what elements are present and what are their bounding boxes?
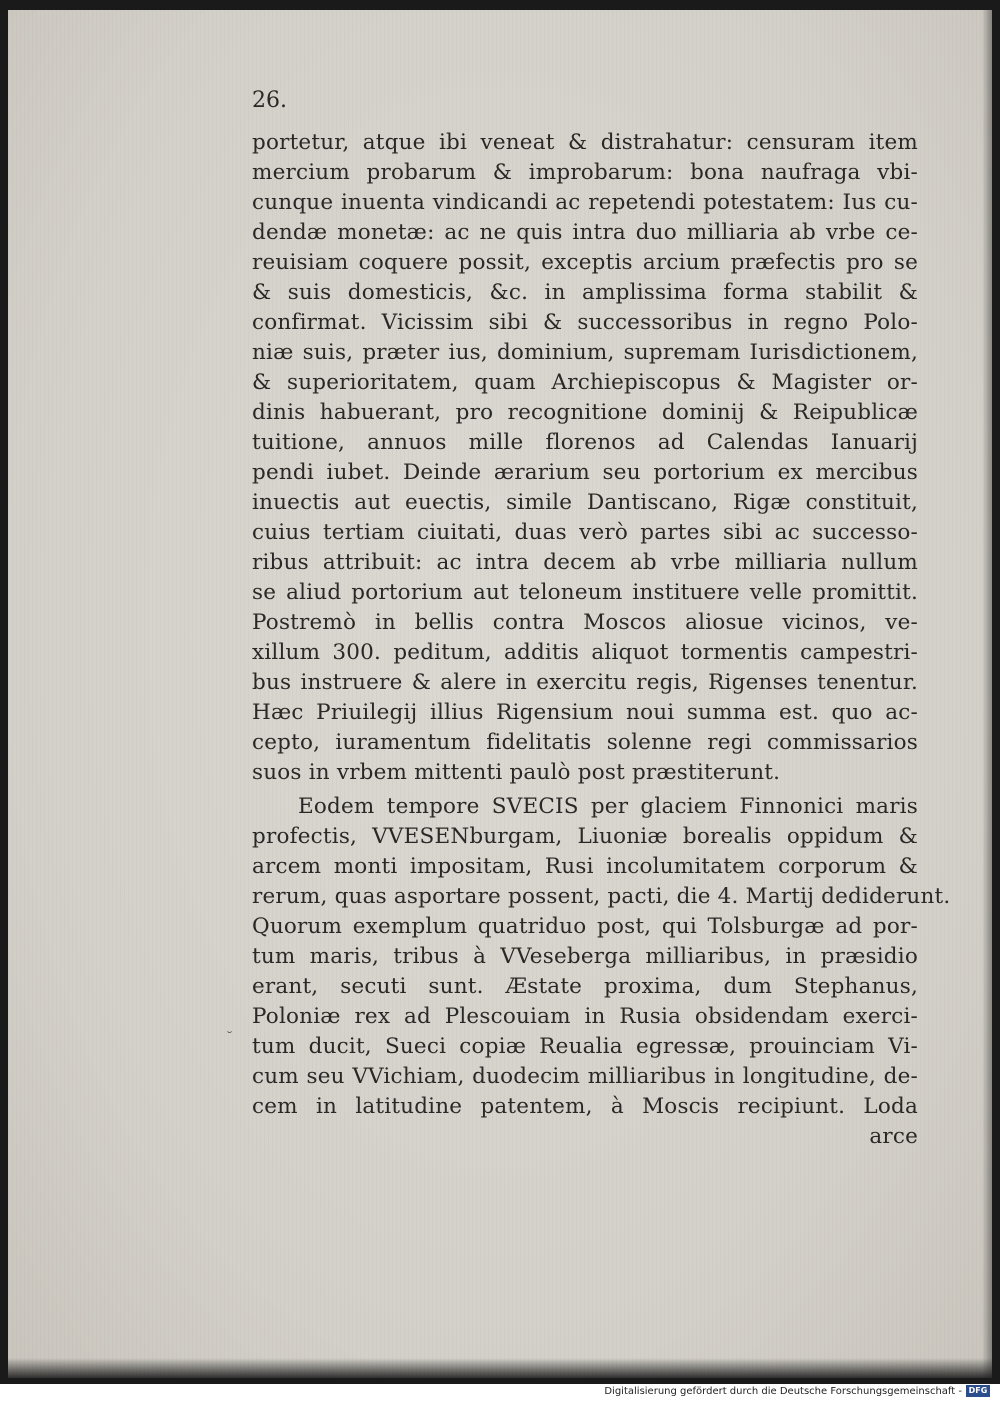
text-line: profectis, VVESENburgam, Liuoniæ borealis oppidum & bbox=[252, 824, 918, 849]
paragraph-2 bbox=[252, 792, 951, 1152]
text-line: arcem monti impositam, Rusi incolumitatem corporum & bbox=[252, 854, 918, 879]
text-line: reuisiam coquere possit, exceptis arcium præfectis pro se bbox=[252, 250, 918, 275]
text-line: tuitione, annuos mille florenos ad Calendas Ianuarij bbox=[252, 430, 918, 455]
text-line: xillum 300. peditum, additis aliquot tormentis campestri- bbox=[252, 640, 918, 665]
footer-credit: Digitalisierung gefördert durch die Deutsche Forschungsgemeinschaft - bbox=[604, 1386, 962, 1397]
text-line: tum ducit, Sueci copiæ Reualia egressæ, prouinciam Vi- bbox=[252, 1034, 918, 1059]
text-line: cem in latitudine patentem, à Moscis recipiunt. Loda bbox=[252, 1094, 918, 1119]
text-line: suos in vrbem mittenti paulò post præstiterunt. bbox=[252, 760, 781, 785]
dfg-logo: DFG bbox=[966, 1385, 990, 1397]
text-line: cunque inuenta vindicandi ac repetendi potestatem: Ius cu- bbox=[252, 190, 918, 215]
catchword: arce bbox=[869, 1124, 918, 1149]
text-line: inuectis aut euectis, simile Dantiscano, Rigæ constituit, bbox=[252, 490, 918, 515]
text-line: tum maris, tribus à VVeseberga milliaribus, in præsidio bbox=[252, 944, 918, 969]
text-line: confirmat. Vicissim sibi & successoribus in regno Polo- bbox=[252, 310, 918, 335]
text-line: Hæc Priuilegij illius Rigensium noui summa est. quo ac- bbox=[252, 700, 918, 725]
text-line: ribus attribuit: ac intra decem ab vrbe milliaria nullum bbox=[252, 550, 918, 575]
text-line: cum seu VVichiam, duodecim milliaribus in longitudine, de- bbox=[252, 1064, 918, 1089]
page-bottom-edge bbox=[8, 1358, 992, 1378]
text-line: & suis domesticis, &c. in amplissima forma stabilit & bbox=[252, 280, 918, 305]
text-line: Quorum exemplum quatriduo post, qui Tolsburgæ ad por- bbox=[252, 914, 918, 939]
text-line: portetur, atque ibi veneat & distrahatur: censuram item bbox=[252, 130, 918, 155]
text-line: se aliud portorium aut teloneum instituere velle promittit. bbox=[252, 580, 918, 605]
text-line: pendi iubet. Deinde ærarium seu portorium ex mercibus bbox=[252, 460, 918, 485]
text-line: Postremò in bellis contra Moscos aliosue vicinos, ve- bbox=[252, 610, 918, 635]
text-line: bus instruere & alere in exercitu regis, Rigenses tenentur. bbox=[252, 670, 918, 695]
text-line: dendæ monetæ: ac ne quis intra duo milliaria ab vrbe ce- bbox=[252, 220, 918, 245]
text-line: cuius tertiam ciuitati, duas verò partes sibi ac successo- bbox=[252, 520, 918, 545]
page-number: 26. bbox=[252, 88, 287, 113]
page-gutter-shadow bbox=[982, 10, 992, 1378]
text-line: & superioritatem, quam Archiepiscopus & Magister or- bbox=[252, 370, 918, 395]
text-line: Poloniæ rex ad Plescouiam in Rusia obsidendam exerci- bbox=[252, 1004, 918, 1029]
margin-mark: ˘ bbox=[226, 1030, 233, 1046]
text-line: erant, secuti sunt. Æstate proxima, dum Stephanus, bbox=[252, 974, 918, 999]
text-line: cepto, iuramentum fidelitatis solenne regi commissarios bbox=[252, 730, 918, 755]
text-line: Eodem tempore SVECIS per glaciem Finnonici maris bbox=[298, 794, 918, 819]
paragraph-1 bbox=[252, 128, 918, 788]
text-line: mercium probarum & improbarum: bona naufraga vbi- bbox=[252, 160, 918, 185]
text-line: rerum, quas asportare possent, pacti, die 4. Martij dediderunt. bbox=[252, 884, 951, 909]
text-line: dinis habuerant, pro recognitione dominij & Reipublicæ bbox=[252, 400, 918, 425]
text-line: niæ suis, præter ius, dominium, supremam Iurisdictionem, bbox=[252, 340, 918, 365]
